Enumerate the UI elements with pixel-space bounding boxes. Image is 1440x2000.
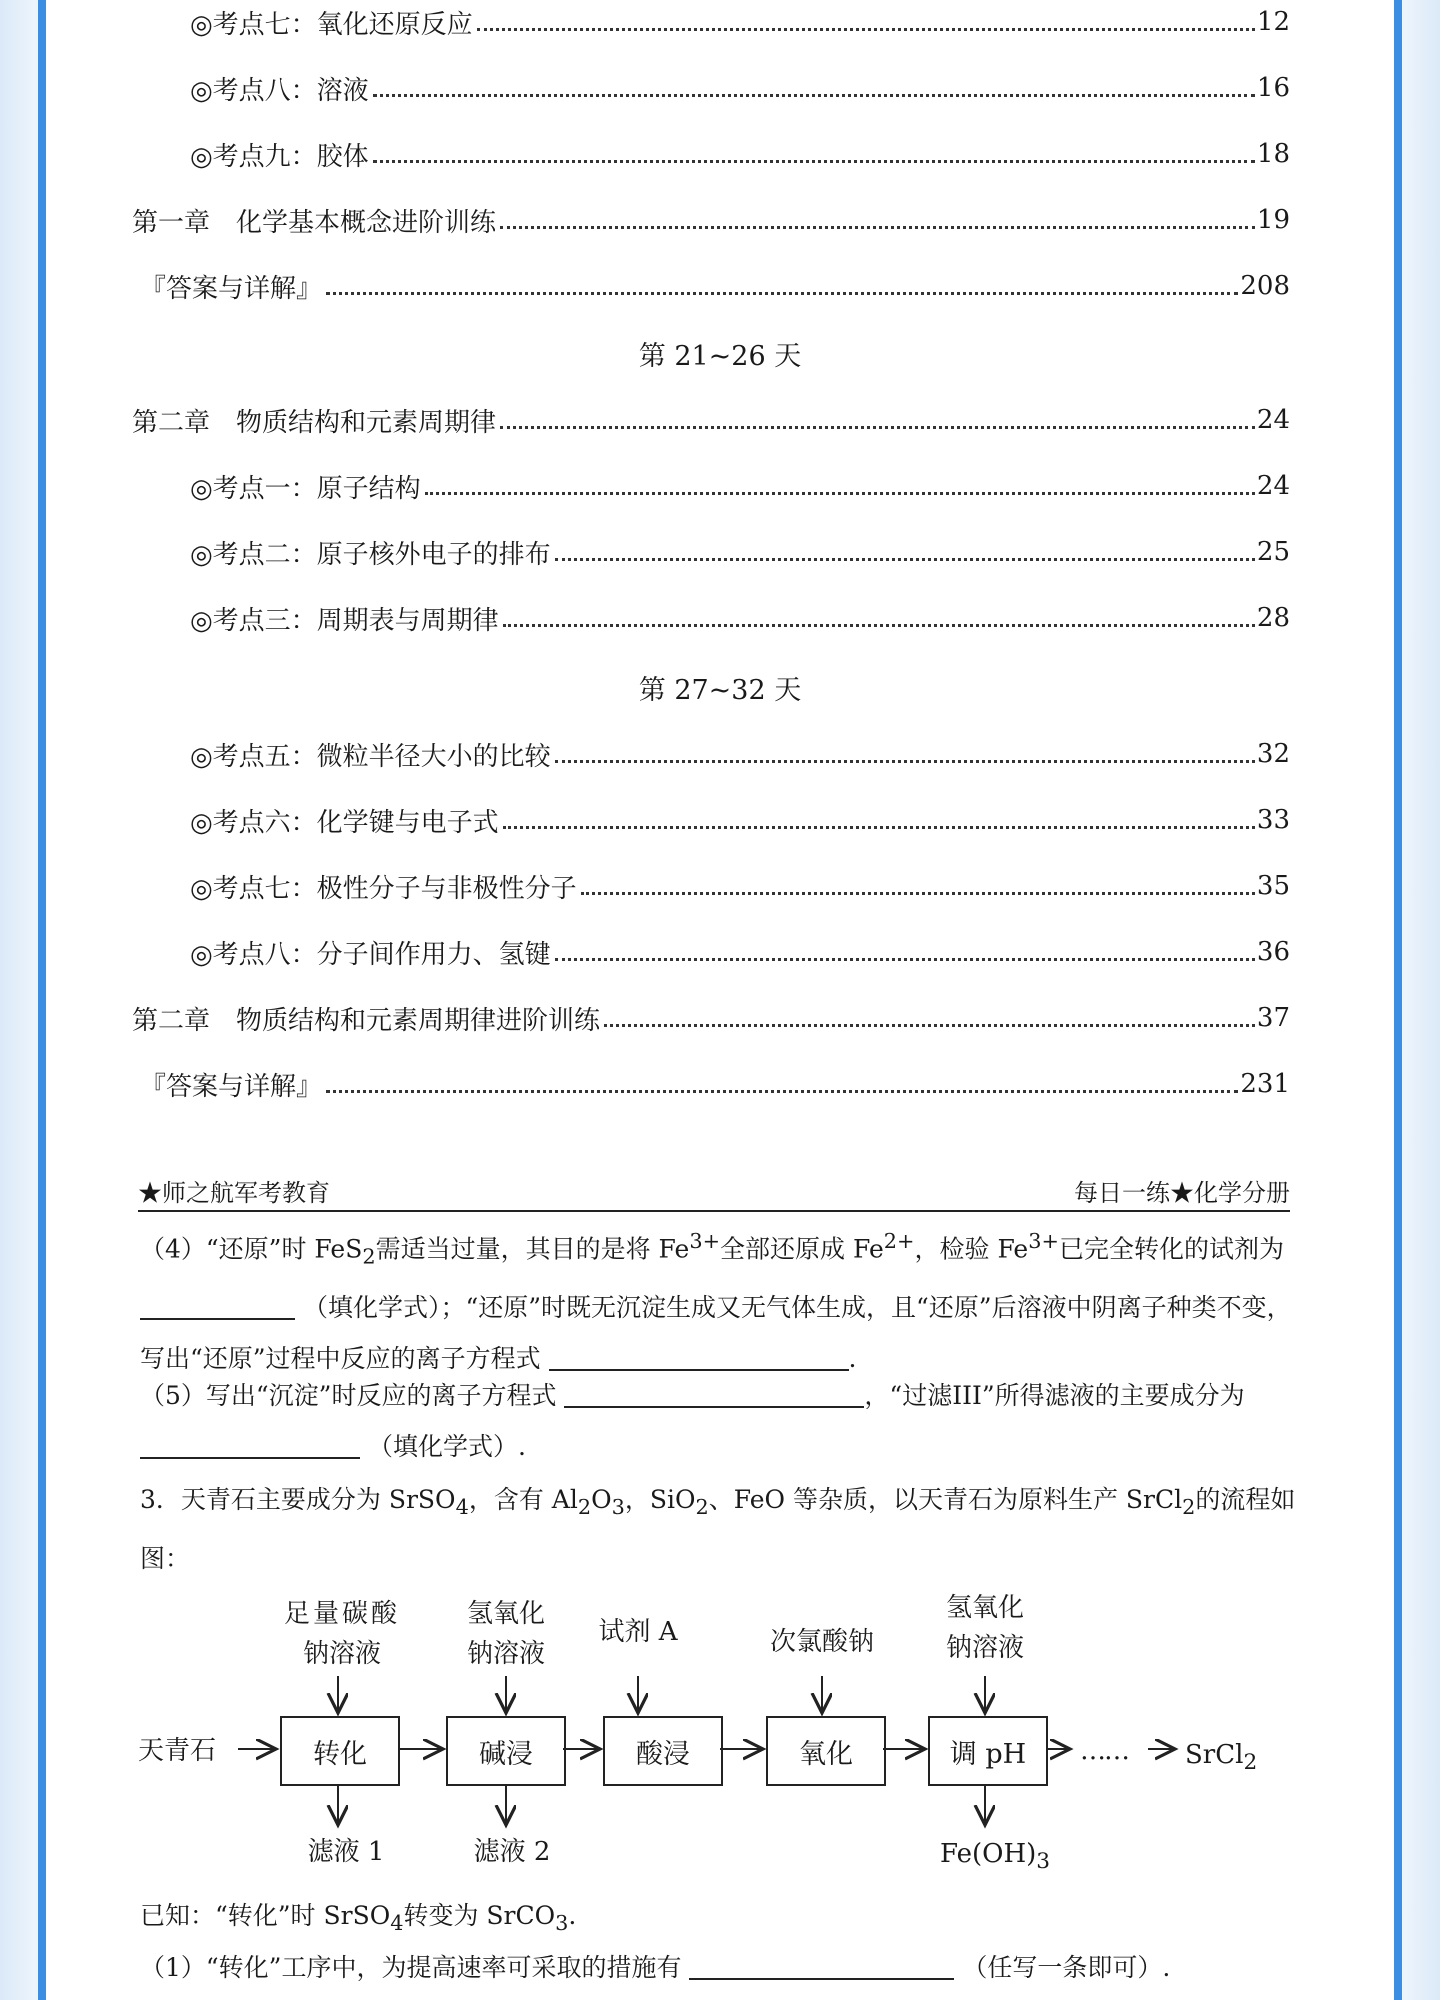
answer-blank[interactable] [689,1952,954,1980]
flow-reagent [272,1594,412,1674]
toc-label: ◎考点一：原子结构 [190,473,421,504]
toc-label: 『答案与详解』 [140,1071,323,1102]
flow-step-adjust-ph: 调 pH [928,1716,1048,1786]
reagent-line: 足量碳酸 [283,1599,400,1629]
flow-reagent [925,1588,1045,1668]
toc-label: ◎考点九：胶体 [190,141,369,172]
header-left: ★师之航军考教育 [138,1179,330,1207]
toc-page: 37 [1256,1003,1290,1033]
toc-page: 16 [1256,73,1290,103]
flow-output: 滤液 2 [473,1837,551,1867]
q3-text: ，含有 Al [468,1485,578,1514]
sub1-text: （1）“转化”工序中，为提高速率可采取的措施有 [140,1953,682,1982]
q3-text: O [591,1485,612,1514]
flow-start-label: 天青石 [138,1736,217,1766]
flow-end-label [1185,1735,1257,1783]
toc-label: ◎考点五：微粒半径大小的比较 [190,741,551,772]
flow-step-alkali-leach: 碱浸 [446,1716,566,1786]
q5-text: （填化学式）. [367,1432,526,1461]
day-header: 第 27~32 天 [638,675,802,706]
subscript: 3 [611,1495,625,1519]
toc-page: 24 [1256,405,1290,435]
toc-label: ◎考点八：分子间作用力、氢键 [190,939,551,970]
toc-page: 24 [1256,471,1290,501]
reagent-line: 次氯酸钠 [769,1627,874,1657]
q5-text: （5）写出“沉淀”时反应的离子方程式 [140,1381,557,1410]
toc-page: 208 [1240,271,1290,301]
toc-page: 231 [1240,1069,1290,1099]
toc-label: ◎考点八：溶液 [190,75,369,106]
q5-text: ，“过滤III”所得滤液的主要成分为 [864,1381,1245,1410]
toc-label: 『答案与详解』 [140,273,323,304]
toc-label: 第二章 物质结构和元素周期律 [132,407,497,438]
flow-step-transform: 转化 [280,1716,400,1786]
known-text: 已知：“转化”时 SrSO [140,1901,391,1930]
q4-text: 需适当过量，其目的是将 Fe [375,1234,690,1264]
toc-label: ◎考点三：周期表与周期律 [190,605,499,636]
flow-step-oxidize: 氧化 [766,1716,886,1786]
subscript: 2 [362,1244,376,1269]
subscript: 4 [455,1495,469,1519]
superscript: 2+ [883,1229,915,1253]
toc-page: 19 [1256,205,1290,235]
day-header: 第 21~26 天 [638,341,802,372]
q3-text: 、FeO 等杂质，以天青石为原料生产 SrCl [708,1485,1183,1514]
toc-page: 32 [1256,739,1290,769]
toc-label: ◎考点七：氧化还原反应 [190,9,473,40]
subscript: 2 [695,1495,709,1519]
subscript: 2 [1243,1750,1258,1776]
subscript: 3 [555,1911,569,1935]
toc-label: 第二章 物质结构和元素周期律进阶训练 [132,1005,601,1036]
known-text: . [568,1901,577,1930]
toc-label: ◎考点六：化学键与电子式 [190,807,499,838]
known-info [140,1890,1300,1949]
flow-step-acid-leach: 酸浸 [603,1716,723,1786]
toc-page: 12 [1256,7,1290,37]
q4-text: 已完全转化的试剂为 [1058,1234,1284,1264]
superscript: 3+ [1028,1229,1059,1253]
q4-text: . [848,1344,857,1374]
end-text: SrCl [1185,1740,1244,1770]
output-text: Fe(OH) [940,1839,1037,1869]
toc-page: 25 [1256,537,1290,567]
flow-reagent [446,1594,566,1674]
q4-text: （填化学式）；“还原”时既无沉淀生成又无气体生成，且“还原”后溶液中阴离子种类不变，写出“还原”过程中反应的离子方程式 [140,1293,1292,1374]
toc-label: ◎考点七：极性分子与非极性分子 [190,873,577,904]
known-text: 转变为 SrCO [403,1901,556,1930]
header-right: 每日一练★化学分册 [1074,1179,1290,1207]
sub1-text: （任写一条即可）. [962,1953,1171,1982]
q3-text: ，SiO [624,1485,696,1514]
toc-page: 33 [1256,805,1290,835]
reagent-line: 氢氧化 [945,1593,1024,1623]
subscript: 3 [1036,1849,1051,1875]
toc-label: ◎考点二：原子核外电子的排布 [190,539,551,570]
toc-page: 28 [1256,603,1290,633]
reagent-line: 钠溶液 [466,1639,545,1669]
superscript: 3+ [689,1229,721,1253]
q4-text: ，检验 Fe [914,1234,1029,1264]
toc-page: 35 [1256,871,1290,901]
flow-reagent [762,1622,882,1662]
sub-question-1 [140,1942,1300,1993]
reagent-line: 钠溶液 [302,1639,381,1669]
reagent-line: 试剂 A [598,1617,678,1647]
toc-page: 36 [1256,937,1290,967]
q4-text: （4）“还原”时 FeS [140,1234,363,1264]
q4-text: 全部还原成 Fe [720,1234,884,1264]
flow-output [940,1834,1050,1882]
q3-text: 3．天青石主要成分为 SrSO [140,1485,456,1514]
flow-ellipsis: …… [1080,1736,1128,1766]
flow-output: 滤液 1 [307,1837,385,1867]
subscript: 2 [577,1495,592,1519]
toc-label: 第一章 化学基本概念进阶训练 [132,207,497,238]
subscript: 4 [390,1911,404,1935]
q3-text: 的流程如图： [140,1485,1296,1573]
reagent-line: 氢氧化 [466,1599,545,1629]
reagent-line: 钠溶液 [945,1633,1024,1663]
subscript: 2 [1182,1495,1196,1519]
flow-reagent [588,1612,688,1652]
toc-page: 18 [1256,139,1290,169]
